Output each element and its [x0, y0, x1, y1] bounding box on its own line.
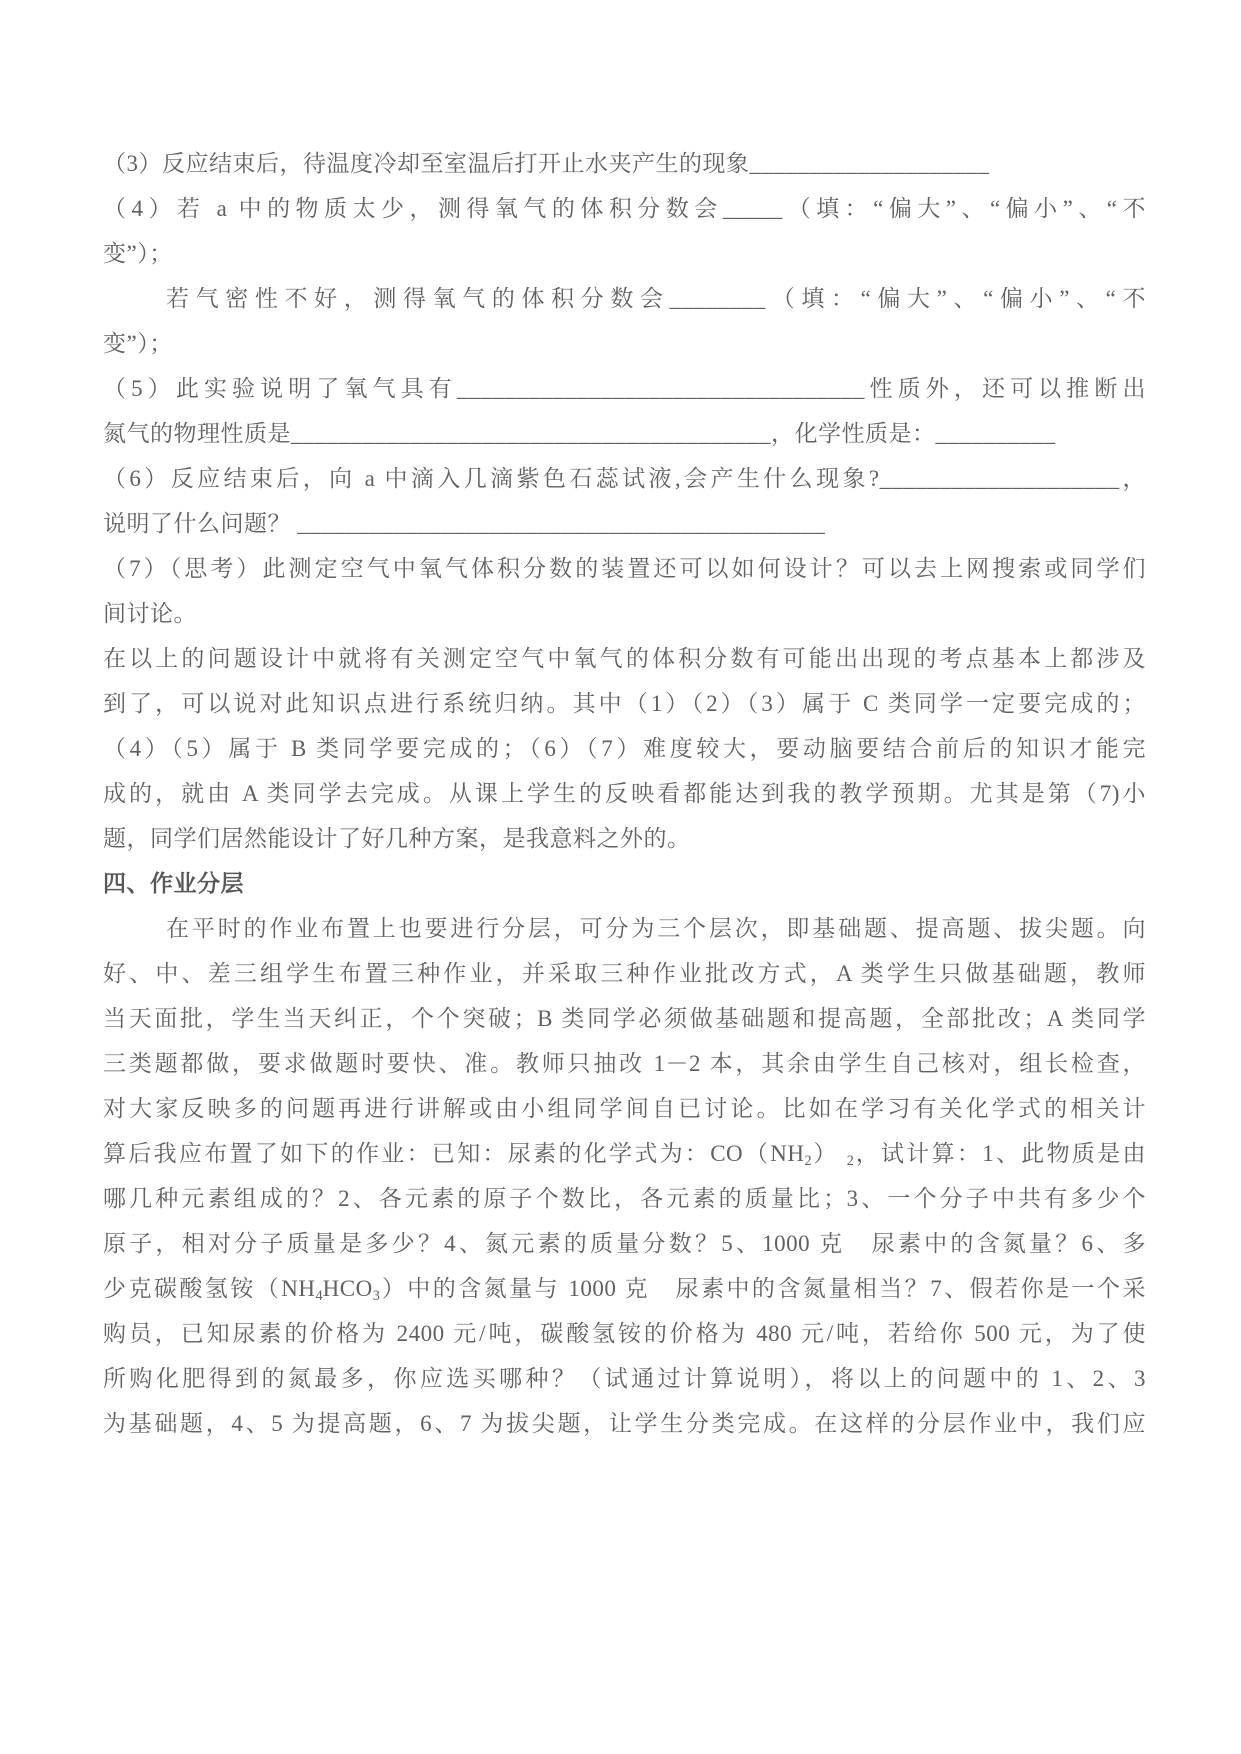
text-run: ）中的含氮量与 1000 克 尿素中的含氮量相当？7、假若你是一个采	[379, 1276, 1146, 1301]
text-line: 哪几种元素组成的？2、各元素的原子个数比，各元素的质量比；3、一个分子中共有多少个	[103, 1186, 1146, 1211]
text-line	[103, 1266, 1146, 1311]
text-line: 购员，已知尿素的价格为 2400 元/吨，碳酸氢铵的价格为 480 元/吨，若给你 500 元，为了使	[103, 1321, 1146, 1346]
text-line: 变”）；	[103, 331, 173, 356]
text-line: 变”）；	[103, 241, 173, 266]
text-line: 说明了什么问题？ ____________________________________________	[103, 511, 826, 536]
text-line: 氮气的物理性质是________________________________________，化学性质是：__________	[103, 421, 1056, 446]
text-line: 当天面批，学生当天纠正，个个突破；B 类同学必须做基础题和提高题，全部批改；A 类同学	[103, 1006, 1146, 1031]
text-line: （3）反应结束后，待温度冷却至室温后打开止水夹产生的现象____________________	[103, 151, 990, 176]
section-heading: 四、作业分层	[103, 871, 244, 896]
text-run: ，试计算：1、此物质是由	[853, 1141, 1146, 1166]
subscript-text: 3	[372, 1287, 380, 1304]
text-line: 成的，就由 A 类同学去完成。从课上学生的反映看都能达到我的教学预期。尤其是第（7)小	[103, 781, 1146, 806]
subscript-text: 4	[315, 1287, 323, 1304]
text-line: 在平时的作业布置上也要进行分层，可分为三个层次，即基础题、提高题、拔尖题。向	[166, 916, 1146, 941]
text-line	[103, 1131, 1146, 1176]
subscript-text: 2	[846, 1152, 854, 1169]
text-line: 题，同学们居然能设计了好几种方案，是我意料之外的。	[103, 826, 691, 851]
text-line: （4）若 a 中的物质太少，测得氧气的体积分数会_____（填：“偏大”、“偏小”、“不	[103, 196, 1146, 221]
text-line: 好、中、差三组学生布置三种作业，并采取三种作业批改方式，A 类学生只做基础题，教师	[103, 961, 1146, 986]
text-run: HCO	[322, 1276, 373, 1301]
text-line: 对大家反映多的问题再进行讲解或由小组同学间自已讨论。比如在学习有关化学式的相关计	[103, 1096, 1146, 1121]
text-line: （5）此实验说明了氧气具有__________________________________性质外，还可以推断出	[103, 376, 1146, 401]
text-line: 为基础题，4、5 为提高题，6、7 为拔尖题，让学生分类完成。在这样的分层作业中，我们应	[103, 1411, 1146, 1436]
document-body	[103, 141, 1146, 1446]
text-line: （6）反应结束后，向 a 中滴入几滴紫色石蕊试液,会产生什么现象?____________________，	[103, 466, 1146, 491]
text-line: 在以上的问题设计中就将有关测定空气中氧气的体积分数有可能出出现的考点基本上都涉及	[103, 646, 1146, 671]
text-line: 原子，相对分子质量是多少？4、氮元素的质量分数？5、1000 克 尿素中的含氮量？6、多	[103, 1231, 1146, 1256]
text-line: 若气密性不好，测得氧气的体积分数会________（填：“偏大”、“偏小”、“不	[166, 286, 1146, 311]
text-run: ）	[811, 1141, 847, 1166]
text-line: （4）（5）属于 B 类同学要完成的；（6）（7）难度较大，要动脑要结合前后的知识才能完	[103, 736, 1146, 761]
text-run: 算后我应布置了如下的作业：已知：尿素的化学式为：CO（NH	[103, 1141, 805, 1166]
text-line: 三类题都做，要求做题时要快、准。教师只抽改 1－2 本，其余由学生自己核对，组长检查，	[103, 1051, 1146, 1076]
text-line: （7）（思考）此测定空气中氧气体积分数的装置还可以如何设计？可以去上网搜索或同学们	[103, 556, 1146, 581]
subscript-text: 2	[804, 1152, 812, 1169]
text-line: 间讨论。	[103, 601, 197, 626]
text-line: 所购化肥得到的氮最多，你应选买哪种？（试通过计算说明），将以上的问题中的 1、2、3	[103, 1366, 1146, 1391]
text-line: 到了，可以说对此知识点进行系统归纳。其中（1）（2）（3）属于 C 类同学一定要完成的；	[103, 691, 1146, 716]
text-run: 少克碳酸氢铵（NH	[103, 1276, 316, 1301]
